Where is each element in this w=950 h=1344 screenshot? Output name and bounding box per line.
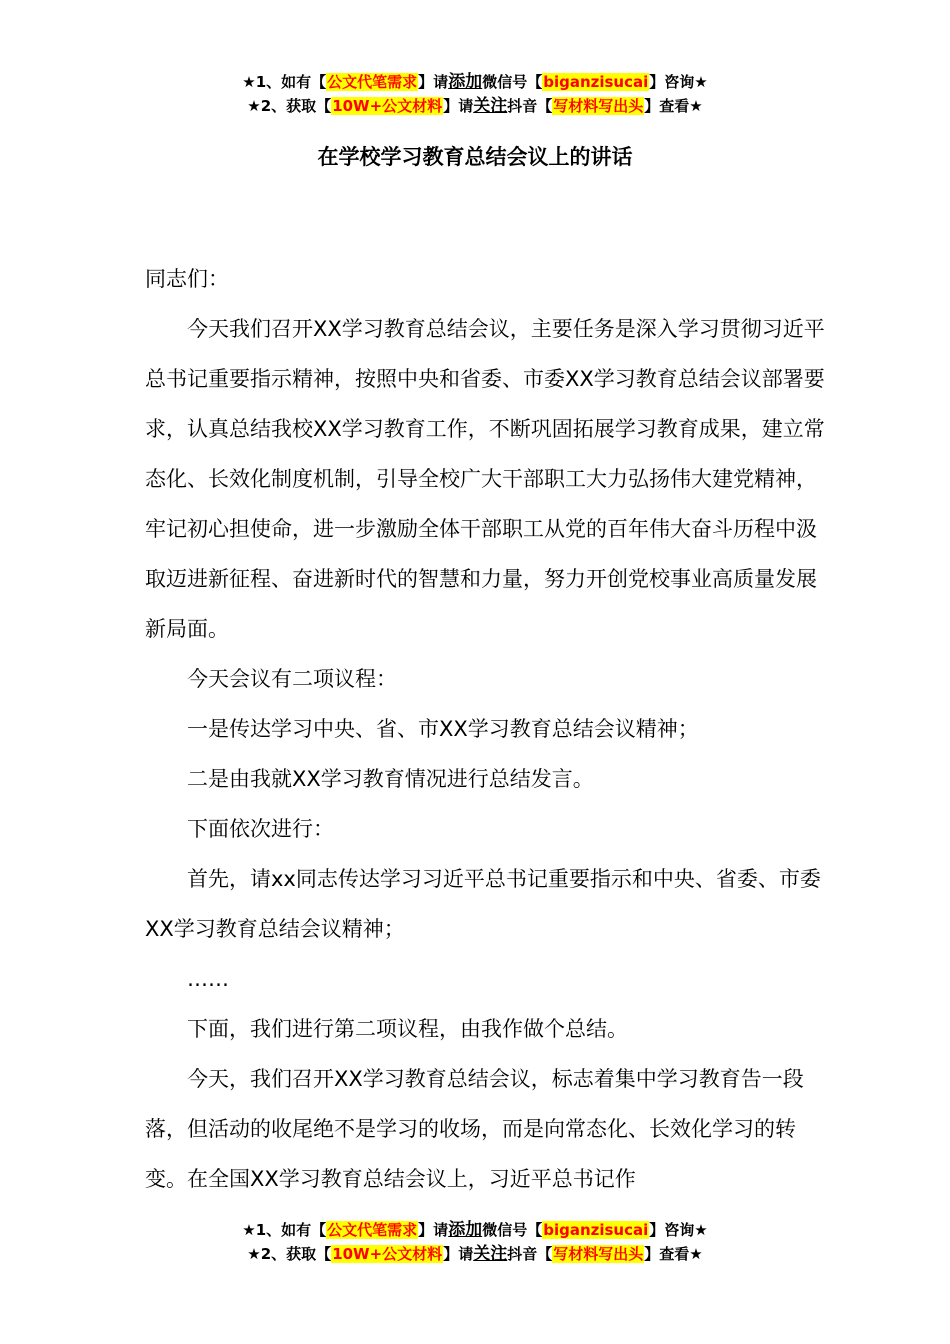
promo-line-1 (0, 70, 950, 94)
paragraph: 二是由我就XX学习教育情况进行总结发言。 (187, 767, 594, 791)
promo-text: 】请 (418, 1221, 449, 1239)
paragraph: 首先，请xx同志传达学习习近平总书记重要指示和中央、省委、市委XX学习教育总结会议精神； (145, 867, 821, 941)
document-body (145, 254, 825, 1204)
footer-promo (0, 1218, 950, 1266)
header-promo (0, 70, 950, 118)
promo-highlight: 公文代笔需求 (327, 1221, 418, 1239)
promo-text: 】查看★ (644, 1245, 703, 1263)
promo-emphasis: 添加 (448, 1220, 483, 1240)
promo-text: ★1、如有【 (242, 73, 327, 91)
promo-text: 】咨询★ (649, 73, 708, 91)
promo-emphasis: 添加 (448, 72, 483, 92)
promo-text: 】请 (443, 97, 474, 115)
document-title: 在学校学习教育总结会议上的讲话 (317, 145, 633, 169)
promo-text: ★2、获取【 (247, 97, 332, 115)
promo-text: ★1、如有【 (242, 1221, 327, 1239)
promo-text: 微信号【 (482, 73, 543, 91)
promo-text: 】请 (418, 73, 449, 91)
promo-text: 】查看★ (644, 97, 703, 115)
promo-highlight: 写材料写出头 (553, 1245, 644, 1263)
promo-text: 微信号【 (482, 1221, 543, 1239)
promo-line-2 (0, 94, 950, 118)
promo-line-1 (0, 1218, 950, 1242)
promo-highlight: biganzisucai (543, 73, 649, 91)
promo-emphasis: 关注 (473, 96, 508, 116)
paragraph: 今天我们召开XX学习教育总结会议，主要任务是深入学习贯彻习近平总书记重要指示精神，按照中央和省委、市委XX学习教育总结会议部署要求，认真总结我校XX学习教育工作，不断巩固拓展学习教育成果，建立常态化、长效化制度机制，引导全校广大干部职工大力弘扬伟大建党精神，牢记初心担使命，进一步激励全体干部职工从党的百年伟大奋斗历程中汲取迈进新征程、奋进新时代的智慧和力量，努力开创党校事业高质量发展新局面。 (145, 317, 825, 641)
paragraph: …… (187, 967, 229, 991)
promo-text: 抖音【 (507, 97, 553, 115)
promo-highlight: 写材料写出头 (553, 97, 644, 115)
paragraph: 一是传达学习中央、省、市XX学习教育总结会议精神； (187, 717, 699, 741)
paragraph: 今天会议有二项议程： (187, 667, 397, 691)
promo-highlight: 公文代笔需求 (327, 73, 418, 91)
paragraph: 今天，我们召开XX学习教育总结会议，标志着集中学习教育告一段落，但活动的收尾绝不是学习的收场，而是向常态化、长效化学习的转变。在全国XX学习教育总结会议上，习近平总书记作 (145, 1067, 804, 1191)
promo-highlight: biganzisucai (543, 1221, 649, 1239)
promo-text: 】请 (443, 1245, 474, 1263)
promo-highlight: 10W+公文材料 (332, 97, 443, 115)
promo-highlight: 10W+公文材料 (332, 1245, 443, 1263)
paragraph: 下面依次进行： (187, 817, 334, 841)
promo-text: 抖音【 (507, 1245, 553, 1263)
promo-line-2 (0, 1242, 950, 1266)
promo-text: ★2、获取【 (247, 1245, 332, 1263)
promo-text: 】咨询★ (649, 1221, 708, 1239)
paragraph: 下面，我们进行第二项议程，由我作做个总结。 (187, 1017, 628, 1041)
promo-emphasis: 关注 (473, 1244, 508, 1264)
salutation: 同志们： (145, 267, 229, 291)
